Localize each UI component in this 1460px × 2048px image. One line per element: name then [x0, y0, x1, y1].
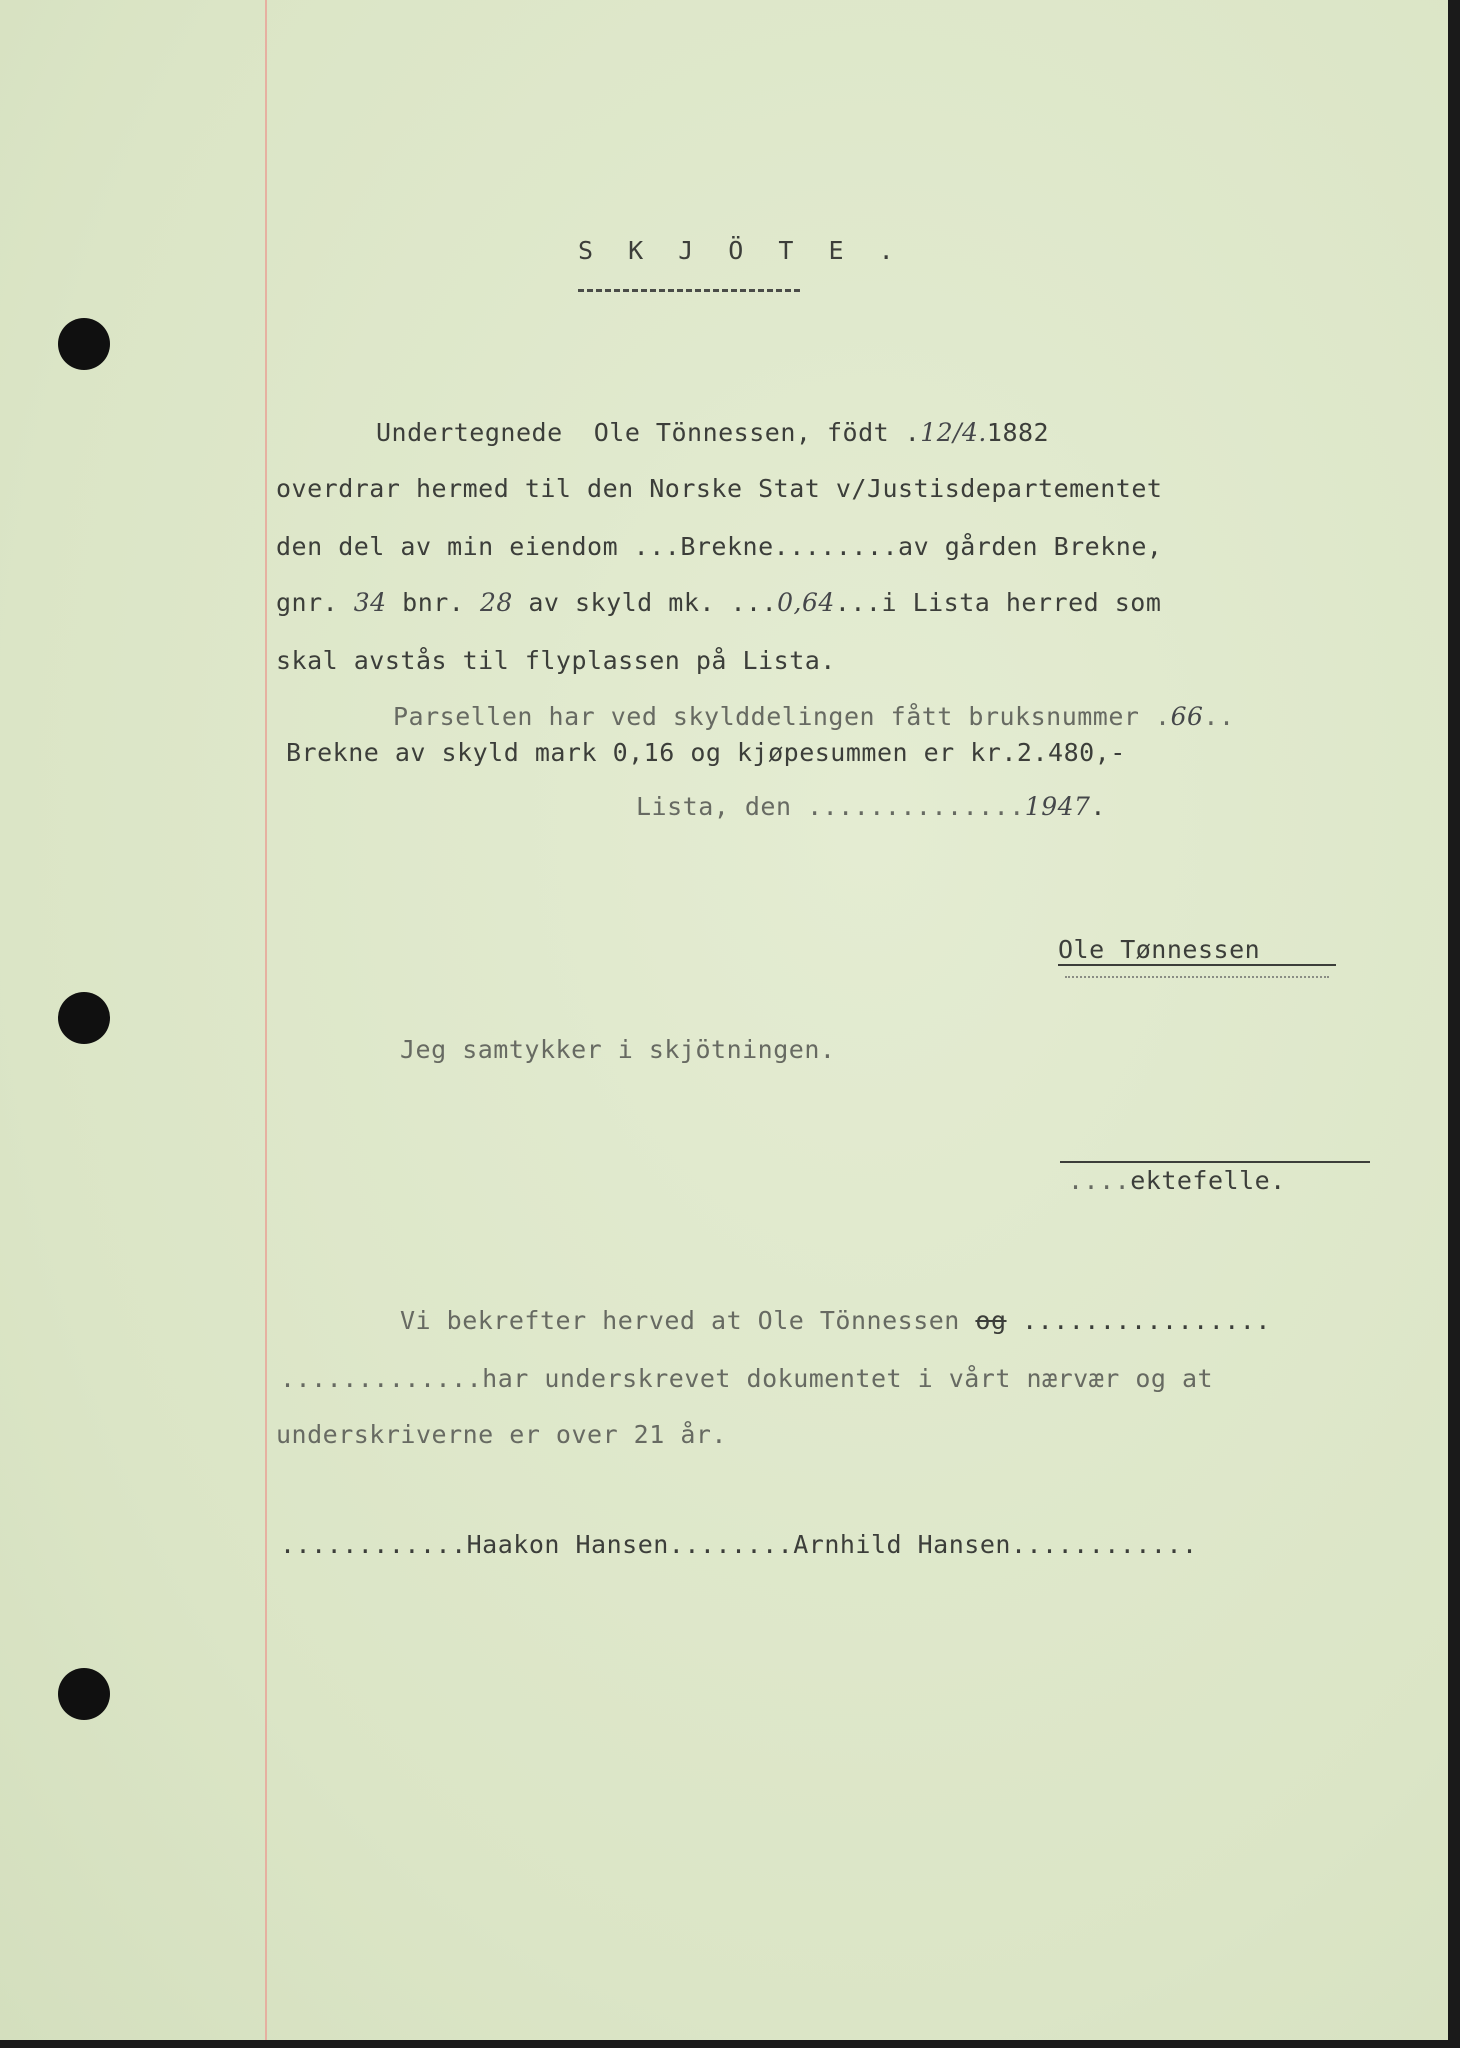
date-year: 1947 [1024, 792, 1091, 821]
struck-word: og [975, 1306, 1007, 1335]
punch-hole-bottom [58, 1668, 110, 1720]
paragraph2-line1 [393, 702, 1235, 731]
birth-year: 1882 [986, 418, 1050, 447]
witness-line1 [400, 1306, 1271, 1335]
skyld-label: av skyld mk. ... [528, 588, 778, 617]
spouse-dots: .... [1068, 1166, 1131, 1195]
seller-signature-line [1058, 964, 1336, 966]
paragraph1-line1-text: Undertegnede Ole Tönnessen, födt . [376, 418, 921, 447]
seller-signature-dots [1065, 976, 1329, 978]
margin-line [265, 0, 267, 2040]
paragraph1-line4 [276, 588, 1161, 617]
witness-line2: .............har underskrevet dokumentet i vårt nærvær og at [280, 1364, 1214, 1393]
paragraph1-line5: skal avstås til flyplassen på Lista. [276, 646, 836, 675]
gnr-value: 34 [353, 588, 387, 617]
paragraph1-line1 [376, 418, 1049, 447]
bnr-label: bnr. [402, 588, 465, 617]
spouse-line [1068, 1166, 1286, 1195]
spouse-signature-line [1060, 1161, 1370, 1163]
seller-signature: Ole Tønnessen [1058, 935, 1261, 964]
paragraph2-line2: Brekne av skyld mark 0,16 og kjøpesummen er kr.2.480,- [286, 738, 1126, 767]
witness-leading-dots: ............ [280, 1530, 467, 1559]
paragraph1-line3: den del av min eiendom ...Brekne........av gården Brekne, [276, 532, 1163, 561]
witness-middle-dots: ........ [668, 1530, 794, 1559]
punch-hole-top [58, 318, 110, 370]
place-date-suffix: . [1090, 792, 1106, 821]
birthdate-handwritten: 12/4. [920, 418, 987, 447]
witness1-signature: Haakon Hansen [466, 1530, 669, 1559]
place-date-text: Lista, den .............. [636, 792, 1025, 821]
bruksnummer-value: 66 [1170, 702, 1204, 731]
skyld-value: 0,64 [777, 588, 835, 617]
paragraph2-line1-suffix: .. [1203, 702, 1235, 731]
spouse-consent: Jeg samtykker i skjötningen. [400, 1035, 836, 1064]
document-title: S K J Ö T E . [578, 236, 904, 265]
paragraph2-line1-text: Parsellen har ved skylddelingen fått bruksnummer . [393, 702, 1171, 731]
witness-line3: underskriverne er over 21 år. [276, 1420, 727, 1449]
paragraph1-line2: overdrar hermed til den Norske Stat v/Justisdepartementet [276, 474, 1163, 503]
witness-line1-dots: ................ [1022, 1306, 1271, 1335]
punch-hole-middle [58, 992, 110, 1044]
gnr-label: gnr. [276, 588, 339, 617]
witness-trailing-dots: ............ [1010, 1530, 1198, 1559]
witness-signatures [280, 1530, 1198, 1559]
title-underline [578, 289, 800, 292]
spouse-label: ektefelle. [1130, 1166, 1286, 1195]
bnr-value: 28 [479, 588, 513, 617]
place-date [636, 792, 1106, 821]
witness-line1-text: Vi bekrefter herved at Ole Tönnessen [400, 1306, 960, 1335]
witness2-signature: Arnhild Hansen [793, 1530, 1011, 1559]
herred-text: ...i Lista herred som [834, 588, 1162, 617]
